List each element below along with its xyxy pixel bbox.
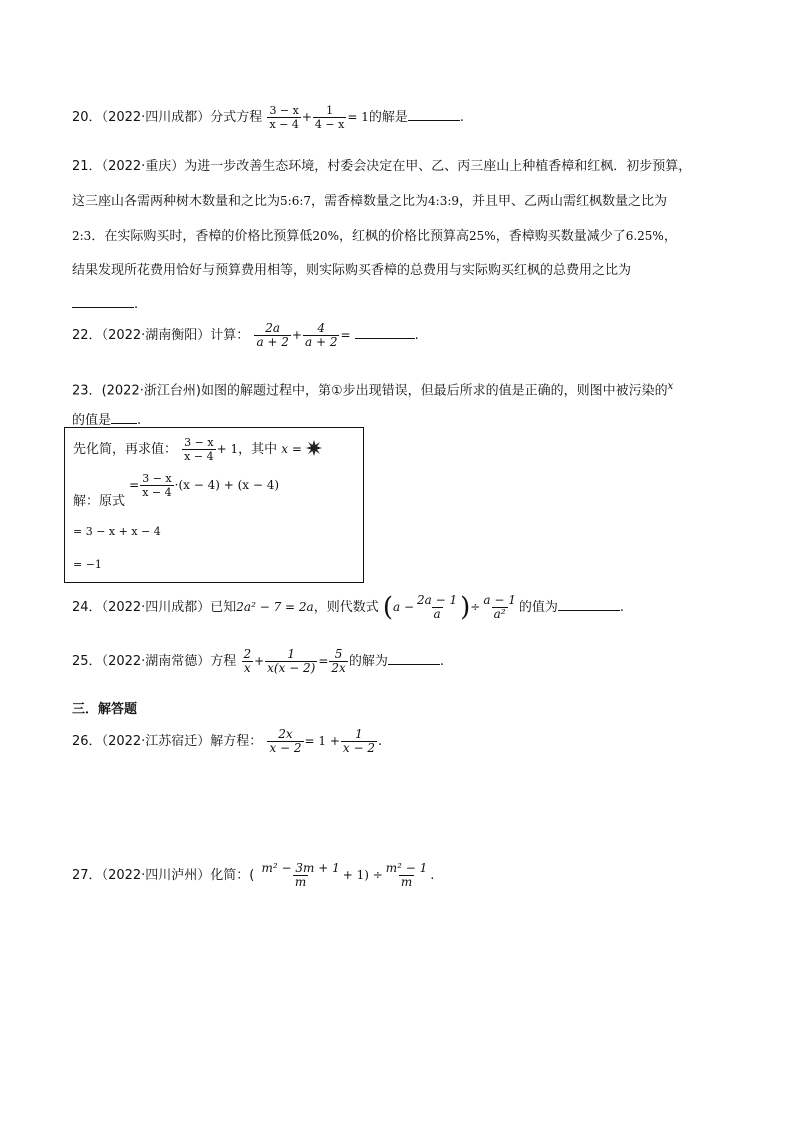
answer-blank bbox=[355, 326, 415, 339]
answer-blank bbox=[558, 598, 620, 611]
question-number: 23 bbox=[72, 383, 89, 399]
question-24: 24．（2022·四川成都）已知2a² − 7 = 2a，则代数式 (a − $\frac{2a - 1}{a}$ )÷ $\frac{a - 1}{\text{a²}}$ 的值为 . bbox=[72, 592, 624, 623]
section-heading: 三．解答题 bbox=[72, 702, 138, 717]
fraction: $\frac{2a}{a + 2}$ bbox=[256, 321, 289, 349]
question-number: 22 bbox=[72, 328, 89, 343]
fraction: $\frac{\text{m² − 3m + 1}}{m}$ bbox=[261, 861, 340, 889]
answer-blank bbox=[408, 108, 460, 121]
answer-blank bbox=[72, 295, 134, 308]
fraction: $\frac{a - 1}{\text{a²}}$ bbox=[483, 593, 516, 621]
question-21: 21．（2022·重庆）为进一步改善生态环境，村委会决定在甲、乙、丙三座山上种植香樟和红枫．初步预算， 这三座山各需两种树木数量和之比为5:6:7，需香樟数量之比为4:3:9，并且甲、乙两山需红枫数量之比为 2:3．在实际购买时，香樟的价格比预算低20%，红枫的价格比预算高25%，香樟购买数量减少了6.25%， 结果发现所花费用恰好与预算费用相等，则实际购买香樟的总费用与实际购买红枫的总费用之比为 . bbox=[72, 159, 692, 312]
question-22: 22．（2022·湖南衡阳）计算： $\frac{2a}{a + 2}$ + $\frac{4}{a + 2}$ = . bbox=[72, 321, 419, 349]
fraction: $\frac{2a - 1}{a}$ bbox=[417, 593, 458, 621]
fraction: $\frac{2}{x}$ bbox=[243, 647, 252, 675]
question-27: 27．（2022·四川泸州）化简：( $\frac{\text{m² − 3m + 1}}{m}$ + 1) ÷ $\frac{\text{m² − 1}}{m}$ . bbox=[72, 861, 435, 889]
fraction: $\frac{4}{a + 2}$ bbox=[304, 321, 338, 349]
question-source: （2022·江苏宿迁） bbox=[101, 734, 211, 749]
question-25: 25．（2022·湖南常德）方程 $\frac{2}{x}$ + $\frac{1}{x(x - 2)}$ = $\frac{5}{2x}$ 的解为 . bbox=[72, 647, 444, 675]
question-source: （2022·四川成都） bbox=[101, 600, 211, 615]
answer-blank bbox=[388, 652, 440, 665]
question-26: 26．（2022·江苏宿迁）解方程： $\frac{2x}{x - 2}$ = 1 + $\frac{1}{x - 2}$ . bbox=[72, 727, 383, 755]
question-20: 20．（2022·四川成都）分式方程 $\frac{3 - x}{x - 4}$ + $\frac{1}{4 - x}$ = 1的解是 . bbox=[72, 104, 465, 131]
question-number: 24 bbox=[72, 600, 89, 615]
fraction: $\frac{5}{2x}$ bbox=[331, 647, 346, 675]
fraction: $\frac{3 - x}{x - 4}$ bbox=[269, 104, 299, 131]
question-number: 21 bbox=[72, 159, 89, 174]
fraction: $\frac{1}{x - 2}$ bbox=[342, 727, 375, 755]
ink-stain-icon bbox=[306, 440, 322, 460]
question-number: 26 bbox=[72, 734, 89, 749]
question-source: （2022·湖南常德） bbox=[101, 654, 211, 669]
fraction: $\frac{1}{x(x - 2)}$ bbox=[267, 647, 316, 675]
question-23: 23．(2022·浙江台州)如图的解题过程中，第①步出现错误，但最后所求的值是正确的，则图中被污染的$^x$ 的值是 . bbox=[72, 381, 674, 429]
question-number: 20 bbox=[72, 110, 89, 125]
question-source: (2022·浙江台州) bbox=[101, 383, 201, 399]
question-source: （2022·湖南衡阳） bbox=[101, 328, 211, 343]
question-source: （2022·重庆） bbox=[101, 159, 185, 174]
fraction: $\frac{3 - x}{x - 4}$ bbox=[184, 436, 214, 463]
question-source: （2022·四川泸州） bbox=[101, 868, 211, 883]
question-number: 25 bbox=[72, 654, 89, 669]
solution-box: 先化简，再求值： $\frac{3 - x}{x - 4}$ + 1，其中 x = 解：原式 = $\frac{3 - x}{x - 4}$ ·(x − 4) + (x − 4) = 3 − x + x − 4 = −1 bbox=[64, 427, 364, 583]
fraction: $\frac{3 - x}{x - 4}$ bbox=[142, 472, 172, 499]
question-source: （2022·四川成都） bbox=[101, 110, 211, 125]
question-number: 27 bbox=[72, 868, 89, 883]
fraction: $\frac{2x}{x - 2}$ bbox=[269, 727, 302, 755]
fraction: $\frac{1}{4 - x}$ bbox=[314, 104, 345, 131]
answer-blank bbox=[111, 411, 137, 424]
fraction: $\frac{\text{m² − 1}}{m}$ bbox=[385, 861, 428, 889]
